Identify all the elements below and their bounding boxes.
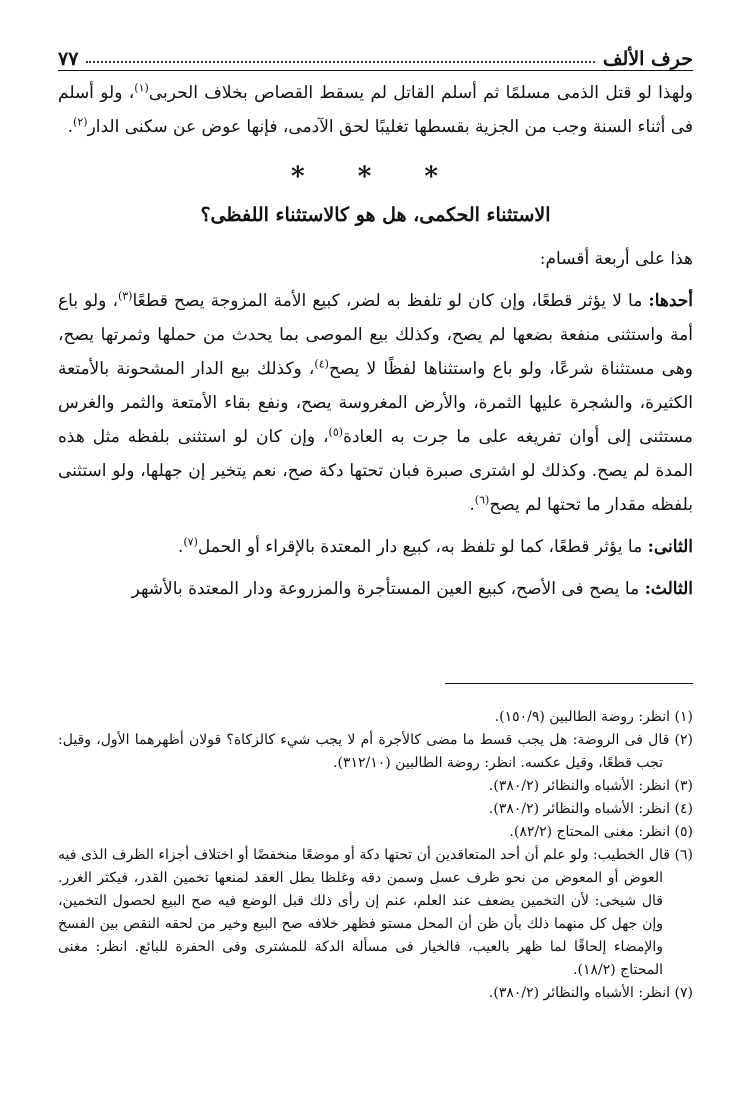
footnote-ref: (٥) bbox=[328, 425, 344, 439]
footnote-ref: (٦) bbox=[474, 493, 490, 507]
footnote-ref: (١) bbox=[134, 81, 149, 95]
section-heading: الاستثناء الحكمى، هل هو كالاستثناء اللفظى؟ bbox=[200, 204, 551, 226]
footnote-5: (٥) انظر: مغنى المحتاج (٨٢/٢). bbox=[509, 824, 693, 840]
first-category-paragraph: أحدها: ما لا يؤثر قطعًا، وإن كان لو تلفظ به لضر، كبيع الأمة المزوجة يصح قطعًا$^{(٣)}$، ولو باع أمة واستثنى منفعة بضعها لم يصح، وكذلك بيع الموصى بما يحدث من حملها وثمرتها يصح، وهى مستثناة شرعًا، ولو باع واستثناها لفظًا لا يصح$^{(٤)}$، وكذلك بيع الدار المشحونة بالأمتعة الكثيرة، والشجرة عليها الثمرة، والأرض المغروسة يصح، ونفع بقاء الأمتعة والثمر والغرس مستثنى إلى أوان تفريغه على ما جرت به العادة$^{(٥)}$، وإن كان لو استثنى بلفظه مثل هذه المدة لم يصح. وكذلك لو اشترى صبرة فبان تحتها دكة صح، نعم يتخير إن جهلها، ولو استثنى بلفظه مقدار ما تحتها لم يصح$^{(٦)}$. bbox=[58, 289, 694, 515]
first-category-label: أحدها: bbox=[648, 291, 693, 311]
chapter-title: حرف الألف bbox=[602, 48, 693, 70]
running-header bbox=[58, 36, 693, 71]
footnote-3: (٣) انظر: الأشباه والنظائر (٣٨٠/٢). bbox=[488, 778, 693, 794]
second-category-label: الثانى: bbox=[647, 537, 693, 557]
footnote-4: (٤) انظر: الأشباه والنظائر (٣٨٠/٢). bbox=[488, 801, 693, 817]
footnote-6: (٦) قال الخطيب: ولو علم أن أحد المتعاقدين أن تحتها دكة أو موضعًا منخفضًا أو اختلاف أجزاء الظرف الذى فيه العوض أو المعوض من نحو ظرف عسل وسمن دقه وغلظا بطل العقد لمنعها تخمين القدر، فيكثر الغرر. قال شيخى: لأن التخمين يضعف عند العلم، عنم إن رأى ذلك قبل الوضع فيه صح البيع لحصول التخمين، وإن جهل كل منهما ذلك بأن ظن أن المحل مستو فظهر خلافه صح البيع وخير من لحقه النقص بين الفسخ والإمضاء إلحاقًا لما ظهر بالعيب، فالخيار فى مسألة الدكة للمشترى وفى الحفرة للبائع. انظر: مغنى المحتاج (١٨/٢). bbox=[58, 847, 693, 978]
footnote-ref: (٢) bbox=[73, 115, 88, 129]
page-number: ٧٧ bbox=[58, 48, 79, 70]
third-category-paragraph: الثالث: ما يصح فى الأصح، كبيع العين المستأجرة والمزروعة ودار المعتدة بالأشهر bbox=[131, 579, 693, 599]
footnotes bbox=[58, 706, 693, 1005]
second-category-paragraph: الثانى: ما يؤثر قطعًا، كما لو تلفظ به، كبيع دار المعتدة بالإقراء أو الحمل$^{(٧)}$. bbox=[177, 535, 693, 557]
footnote-separator bbox=[445, 683, 693, 684]
header-dot-leader bbox=[86, 61, 594, 63]
footnote-ref: (٧) bbox=[183, 535, 198, 549]
section-separator: * * * bbox=[291, 162, 460, 192]
intro-paragraph: ولهذا لو قتل الذمى مسلمًا ثم أسلم القاتل لم يسقط القصاص بخلاف الحربى$^{(١)}$، ولو أسلم فى أثناء السنة وجب من الجزية بقسطها تغليبًا لحق الآدمى، فإنها عوض عن سكنى الدار$^{(٢)}$. bbox=[58, 81, 694, 137]
footnote-1: (١) انظر: روضة الطالبين (١٥٠/٩). bbox=[494, 709, 693, 725]
footnote-ref: (٤) bbox=[314, 357, 329, 371]
division-line: هذا على أربعة أقسام: bbox=[539, 249, 693, 269]
footnote-2: (٢) قال فى الروضة: هل يجب قسط ما مضى كالأجرة أم لا يجب شيء كالزكاة؟ قولان أظهرهما الأول، وقيل: تجب قطعًا، وقيل عكسه. انظر: روضة الطالبين (٣١٢/١٠). bbox=[58, 732, 693, 771]
third-category-label: الثالث: bbox=[644, 579, 693, 599]
main-text bbox=[58, 76, 693, 606]
footnote-7: (٧) انظر: الأشباه والنظائر (٣٨٠/٢). bbox=[488, 985, 693, 1001]
footnote-ref: (٣) bbox=[117, 289, 133, 303]
